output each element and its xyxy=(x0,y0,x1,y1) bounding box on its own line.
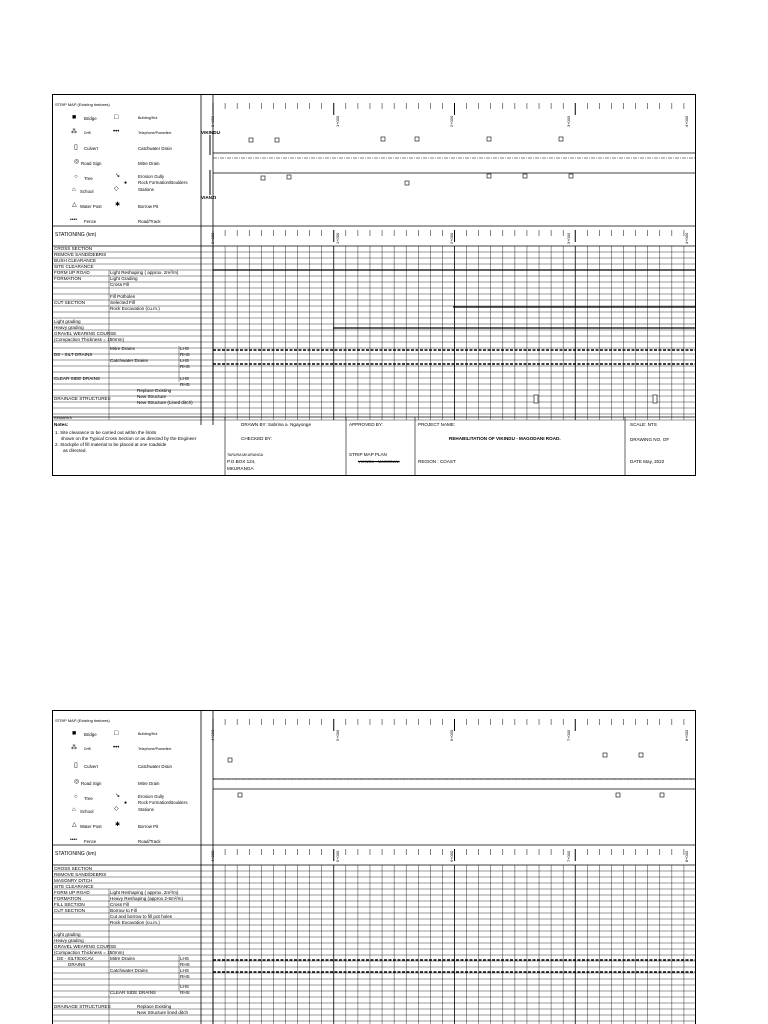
erosion-icon: ↘ xyxy=(115,793,121,799)
building-marker xyxy=(415,137,419,141)
row-label: DRAINS xyxy=(68,962,86,967)
project-name-label: PROJECT NAME: xyxy=(418,422,456,427)
chainage-mid: 3+000 xyxy=(566,232,571,244)
row-label: GRAVEL WEARING COURSE xyxy=(54,944,117,949)
row-label: CLEAR SIDE DRAINS xyxy=(54,376,100,381)
sub-label: Rock Excavation (cu.m.) xyxy=(110,920,160,925)
legend-bridge: Bridge xyxy=(84,116,97,121)
lhs-rhs-label: LHS xyxy=(180,968,189,973)
building-marker xyxy=(261,176,265,180)
chainage-top: 1+000 xyxy=(335,115,340,127)
strip-map-sheet-1 xyxy=(52,94,696,476)
stationing-label: STATIONING (km) xyxy=(55,851,97,857)
row-label: DE - SILT/EXCAV. xyxy=(57,956,95,961)
chainage-top: 4+000 xyxy=(210,729,215,741)
building-marker xyxy=(405,181,409,185)
building-marker xyxy=(603,753,607,757)
row-label: FORMATION xyxy=(54,276,82,281)
note-2b: as directed. xyxy=(63,448,87,453)
row-label: SITE CLEARANCE xyxy=(54,264,94,269)
pobox: P.O.BOX 124, xyxy=(227,459,256,464)
row-label: REMOVE SAND/DEBRIS xyxy=(54,252,107,257)
legend-stations: Stations xyxy=(138,187,154,192)
stations-icon: ◇ xyxy=(114,186,119,192)
school-icon: ⌂ xyxy=(72,187,76,193)
row-label: SITE CLEARANCE xyxy=(54,884,94,889)
sheet-1-grid xyxy=(53,95,696,476)
legend-drift: Drift xyxy=(84,747,91,751)
sub-label: Light Grading xyxy=(110,276,138,281)
legend-fence: Fence xyxy=(84,839,97,844)
legend-tree: Tree xyxy=(84,796,93,801)
sub-label: New Structure (Lined ditch) xyxy=(137,400,193,405)
building-marker xyxy=(487,174,491,178)
chainage-top: 0+000 xyxy=(210,115,215,127)
lhs-rhs-label: LHS xyxy=(180,984,189,989)
rock-icon: ● xyxy=(124,800,128,806)
building-marker xyxy=(249,138,253,142)
sub-label: Rock Excavation (cu.m.) xyxy=(110,306,160,311)
sub-label: Heavy Reshaping (approx 2-5m²/m) xyxy=(110,896,184,901)
legend-catchwater: Catchwater Drain xyxy=(138,146,172,151)
legend-fence: Fence xyxy=(84,219,97,224)
strip-map-sheet-2 xyxy=(52,710,696,1024)
chainage-mid: 5+000 xyxy=(335,850,340,862)
legend-rock: Rock Formation/Boulders xyxy=(138,800,188,805)
chainage-top: 3+000 xyxy=(566,115,571,127)
date: DATE May, 2022 xyxy=(630,459,665,464)
building-icon: □ xyxy=(114,730,119,737)
row-label: DRAINAGE STRUCTURES xyxy=(54,1004,111,1009)
strip-map-plan: STRIP MAP PLAN xyxy=(349,452,387,457)
building-marker xyxy=(639,753,643,757)
place-vianzi: VIANZI xyxy=(201,195,217,200)
row-label: FORM UP ROAD xyxy=(54,890,90,895)
row-label: GRAVEL WEARING COURSE xyxy=(54,331,117,336)
building-marker xyxy=(287,175,291,179)
scale: SCALE: NTS xyxy=(630,422,657,427)
legend-road-track: Road/Track xyxy=(138,219,161,224)
sub-label: Light Reshaping ( approx. 2m²/m) xyxy=(110,270,179,275)
legend-building: Building/Hut xyxy=(138,116,158,120)
building-marker xyxy=(238,793,242,797)
legend-borrow-pit: Borrow Pit xyxy=(138,204,159,209)
fence-icon: •••• xyxy=(70,837,78,843)
sub-label: Mitre Drains xyxy=(110,956,135,961)
row-label: DRAINAGE STRUCTURES xyxy=(54,396,111,401)
school-icon: ⌂ xyxy=(72,807,76,813)
building-marker xyxy=(381,137,385,141)
sub-label: Catchwater Drains xyxy=(110,358,148,363)
rock-icon: ● xyxy=(124,180,128,186)
row-label: Light grading xyxy=(54,319,81,324)
telephone-icon: ••• xyxy=(113,129,120,135)
sub-label: Fill Potholes xyxy=(110,294,136,299)
row-label: FORM UP ROAD xyxy=(54,270,90,275)
chainage-top: 5+000 xyxy=(335,729,340,741)
building-marker xyxy=(523,174,527,178)
legend-school: School xyxy=(80,809,94,814)
legend-erosion: Erosion Gully xyxy=(138,174,165,179)
road-sign-icon: ◎ xyxy=(74,159,80,165)
sub-label: Cut and borrow to fill pot holes xyxy=(110,914,173,919)
town: MKURANGA xyxy=(227,466,254,471)
row-label: Heavy grading xyxy=(54,938,84,943)
building-marker xyxy=(616,793,620,797)
telephone-icon: ••• xyxy=(113,745,120,751)
row-label: MASONRY DITCH xyxy=(54,878,93,883)
legend-mitre: Mitre Drain xyxy=(138,161,160,166)
sub-label: Catchwater Drains xyxy=(110,968,148,973)
lhs-rhs-label: RHS xyxy=(180,382,190,387)
building-marker xyxy=(660,793,664,797)
drift-icon: ⁂ xyxy=(71,129,77,135)
row-label: (Compaction Thickness = 150mm) xyxy=(54,337,124,342)
row-label: (Compaction Thickness = 150mm) xyxy=(54,950,124,955)
legend-telephone: Telephone/Powerline xyxy=(138,747,172,751)
water-post-icon: △ xyxy=(72,822,77,828)
culvert-icon: ▯ xyxy=(74,144,78,151)
tree-icon: ○ xyxy=(74,174,78,180)
legend-water-post: Water Post xyxy=(80,204,102,209)
sub-label: Borrow to Fill xyxy=(110,908,137,913)
lhs-rhs-label: RHS xyxy=(180,974,190,979)
legend-bridge: Bridge xyxy=(84,732,97,737)
culvert-icon xyxy=(534,395,538,403)
lhs-rhs-label: LHS xyxy=(180,376,189,381)
building-marker xyxy=(559,137,563,141)
erosion-icon: ↘ xyxy=(115,173,121,179)
building-icon: □ xyxy=(114,114,119,121)
road-section: VIKINDU - MAGODANI xyxy=(358,459,400,464)
row-label: FORMATION xyxy=(54,896,82,901)
row-label: CROSS SECTION xyxy=(54,866,93,871)
chainage-top: 7+000 xyxy=(566,729,571,741)
sub-label: Replace Existing xyxy=(137,388,172,393)
drawing-no: DRAWING NO. OF xyxy=(630,437,670,442)
stripmap-title: STRIP MAP (Existing features) xyxy=(55,102,110,107)
borrow-pit-icon: ✱ xyxy=(115,822,121,828)
sub-label: Light Reshaping ( approx. 2m²/m) xyxy=(110,890,179,895)
culvert-icon: ▯ xyxy=(74,762,78,769)
legend-rock: Rock Formation/Boulders xyxy=(138,180,188,185)
sub-label: Selected Fill xyxy=(110,300,136,305)
row-label: CLEAR SIDE DRAINS xyxy=(110,990,156,995)
org: TARURA MKURANGA xyxy=(227,453,264,457)
sub-label: New Structure xyxy=(137,394,167,399)
note-2: 2. Stockpile of fill material to be placed at one roadside xyxy=(55,442,167,447)
chainage-mid: 4+000 xyxy=(684,232,689,244)
building-marker xyxy=(569,174,573,178)
legend-road-sign: Road Sign xyxy=(81,161,102,166)
row-label: CUT SECTION xyxy=(54,908,86,913)
notes-title: Notes: xyxy=(54,422,69,427)
approved-by: APPROVED BY: xyxy=(349,422,383,427)
drift-icon: ⁂ xyxy=(71,745,77,751)
region: REGION : COAST xyxy=(418,459,456,464)
sub-label: Replace Existing xyxy=(137,1004,172,1009)
row-label: Heavy grading xyxy=(54,325,84,330)
stationing-label: STATIONING (km) xyxy=(55,232,97,238)
sub-label: Cross Fill xyxy=(110,282,130,287)
sub-label: Mitre Drains xyxy=(110,346,135,351)
checked-by: CHECKED BY: xyxy=(241,436,272,441)
row-label: BUSH CLEARANCE xyxy=(54,258,97,263)
legend-erosion: Erosion Gully xyxy=(138,794,165,799)
legend-telephone: Telephone/Powerline xyxy=(138,131,172,135)
chainage-top: 8+000 xyxy=(684,729,689,741)
chainage-top: 4+000 xyxy=(684,115,689,127)
tree-icon: ○ xyxy=(74,794,78,800)
chainage-mid: 0+000 xyxy=(210,232,215,244)
sub-label: Cross Fill xyxy=(110,902,130,907)
row-label: REMARKS xyxy=(54,416,72,420)
legend-water-post: Water Post xyxy=(80,824,102,829)
lhs-rhs-label: LHS xyxy=(180,358,189,363)
legend-school: School xyxy=(80,189,94,194)
stations-icon: ◇ xyxy=(114,806,119,812)
lhs-rhs-label: RHS xyxy=(180,364,190,369)
bridge-icon: ■ xyxy=(72,730,77,737)
chainage-mid: 1+000 xyxy=(335,232,340,244)
row-label: FILL SECTION xyxy=(54,902,85,907)
row-label: REMOVE SAND/DEBRIS xyxy=(54,872,107,877)
sub-label: New Structure lined ditch xyxy=(137,1010,189,1015)
chainage-mid: 8+000 xyxy=(684,850,689,862)
legend-mitre: Mitre Drain xyxy=(138,781,160,786)
building-marker xyxy=(228,758,232,762)
chainage-mid: 7+000 xyxy=(566,850,571,862)
legend-stations: Stations xyxy=(138,807,154,812)
chainage-top: 2+000 xyxy=(449,115,454,127)
legend-building: Building/Hut xyxy=(138,732,158,736)
legend-road-sign: Road Sign xyxy=(81,781,102,786)
road-sign-icon: ◎ xyxy=(74,779,80,785)
lhs-rhs-label: LHS xyxy=(180,956,189,961)
chainage-top: 6+000 xyxy=(449,729,454,741)
lhs-rhs-label: RHS xyxy=(180,352,190,357)
row-label: Light grading xyxy=(54,932,81,937)
chainage-mid: 6+000 xyxy=(449,850,454,862)
legend-culvert: Culvert xyxy=(84,764,98,769)
row-label: CUT SECTION xyxy=(54,300,86,305)
drawn-by: DRAWN BY: Sabrina a. Ngayonge xyxy=(241,422,312,427)
borrow-pit-icon: ✱ xyxy=(115,202,121,208)
stripmap-title: STRIP MAP (Existing features) xyxy=(55,718,110,723)
lhs-rhs-label: RHS xyxy=(180,962,190,967)
note-1b: shown on the Typical Cross Section or as directed by the Engineer xyxy=(61,436,197,441)
note-1: 1. Site clearance to be carried out within the limits xyxy=(55,430,157,435)
project-name: REHABILITATION OF VIKINDU - MAGODANI ROAD. xyxy=(449,436,561,441)
place-vikindu: VIKINDU xyxy=(201,130,220,135)
legend-tree: Tree xyxy=(84,176,93,181)
water-post-icon: △ xyxy=(72,202,77,208)
bridge-icon: ■ xyxy=(72,114,77,121)
chainage-mid: 4+000 xyxy=(210,850,215,862)
sheet-2-grid xyxy=(53,711,696,1024)
row-label: DE - SILT DRAINS xyxy=(54,352,93,357)
building-marker xyxy=(275,138,279,142)
legend-culvert: Culvert xyxy=(84,146,98,151)
culvert-icon xyxy=(653,395,657,403)
lhs-rhs-label: LHS xyxy=(180,346,189,351)
chainage-mid: 2+000 xyxy=(449,232,454,244)
row-label: CROSS SECTION xyxy=(54,246,93,251)
lhs-rhs-label: RHS xyxy=(180,990,190,995)
fence-icon: •••• xyxy=(70,217,78,223)
legend-drift: Drift xyxy=(84,131,91,135)
legend-borrow-pit: Borrow Pit xyxy=(138,824,159,829)
building-marker xyxy=(487,137,491,141)
legend-road-track: Road/Track xyxy=(138,839,161,844)
legend-catchwater: Catchwater Drain xyxy=(138,764,172,769)
